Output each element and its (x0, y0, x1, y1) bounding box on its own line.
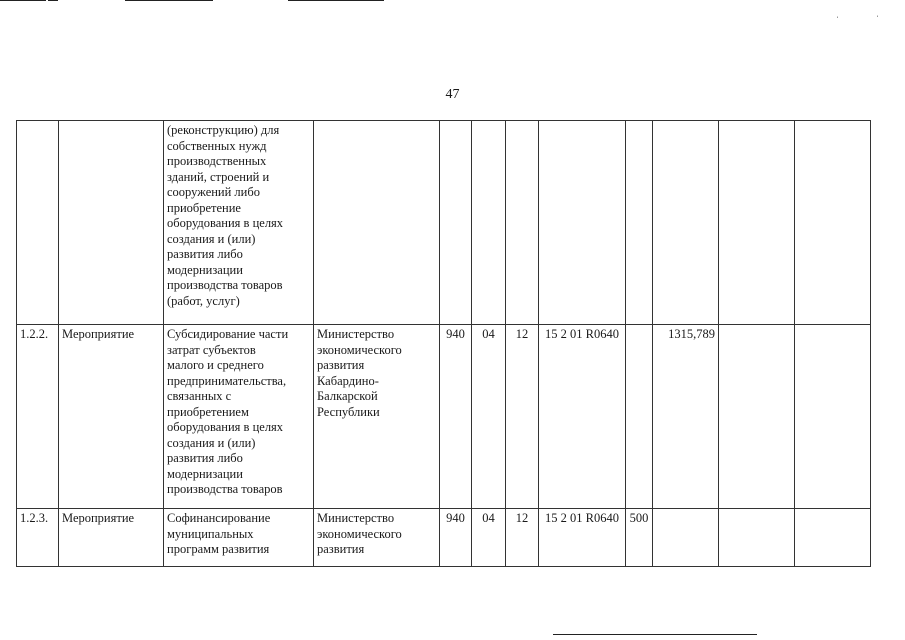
item-year-2 (719, 325, 795, 509)
item-vr: 500 (626, 509, 653, 567)
scan-artifact-line (48, 0, 58, 1)
item-name: (реконструкцию) для собственных нужд производственных зданий, строений и сооружений либо приобретение оборудования в целях создания и (или) развития либо модернизации производства товаров (работ, услуг) (164, 121, 314, 325)
scan-artifact-mark: ˈ (836, 15, 839, 25)
item-year-2 (719, 121, 795, 325)
item-grbs: 940 (440, 509, 472, 567)
item-number: 1.2.2. (17, 325, 59, 509)
item-year-2 (719, 509, 795, 567)
item-name: Субсидирование части затрат субъектов малого и среднего предпринимательства, связанных с приобретением оборудования в целях создания и (или) развития либо модернизации производства товаров (164, 325, 314, 509)
item-year-1: 1315,789 (653, 325, 719, 509)
item-csr (539, 121, 626, 325)
item-name: Софинансирование муниципальных программ развития (164, 509, 314, 567)
item-kind (59, 121, 164, 325)
item-rz: 04 (472, 509, 506, 567)
item-year-3 (795, 121, 871, 325)
item-executor: Министерство экономического развития Кабардино- Балкарской Республики (314, 325, 440, 509)
item-vr (626, 121, 653, 325)
item-year-3 (795, 325, 871, 509)
item-vr (626, 325, 653, 509)
item-pr: 12 (506, 509, 539, 567)
table-row (17, 325, 871, 509)
scan-artifact-line (288, 0, 384, 1)
item-pr (506, 121, 539, 325)
item-kind: Мероприятие (59, 509, 164, 567)
item-pr: 12 (506, 325, 539, 509)
scan-artifact-mark: ˈ (876, 14, 879, 24)
item-number (17, 121, 59, 325)
item-year-1 (653, 509, 719, 567)
item-grbs: 940 (440, 325, 472, 509)
program-table (16, 120, 871, 567)
scan-artifact-line (553, 634, 757, 635)
scan-artifact-line (125, 0, 213, 1)
page-number: 47 (445, 87, 460, 102)
item-year-3 (795, 509, 871, 567)
item-rz: 04 (472, 325, 506, 509)
item-csr: 15 2 01 R0640 (539, 509, 626, 567)
item-csr: 15 2 01 R0640 (539, 325, 626, 509)
item-grbs (440, 121, 472, 325)
item-executor: Министерство экономического развития (314, 509, 440, 567)
table-row (17, 509, 871, 567)
item-kind: Мероприятие (59, 325, 164, 509)
item-executor (314, 121, 440, 325)
scan-artifact-line (0, 0, 46, 1)
item-year-1 (653, 121, 719, 325)
table-row (17, 121, 871, 325)
item-number: 1.2.3. (17, 509, 59, 567)
item-rz (472, 121, 506, 325)
